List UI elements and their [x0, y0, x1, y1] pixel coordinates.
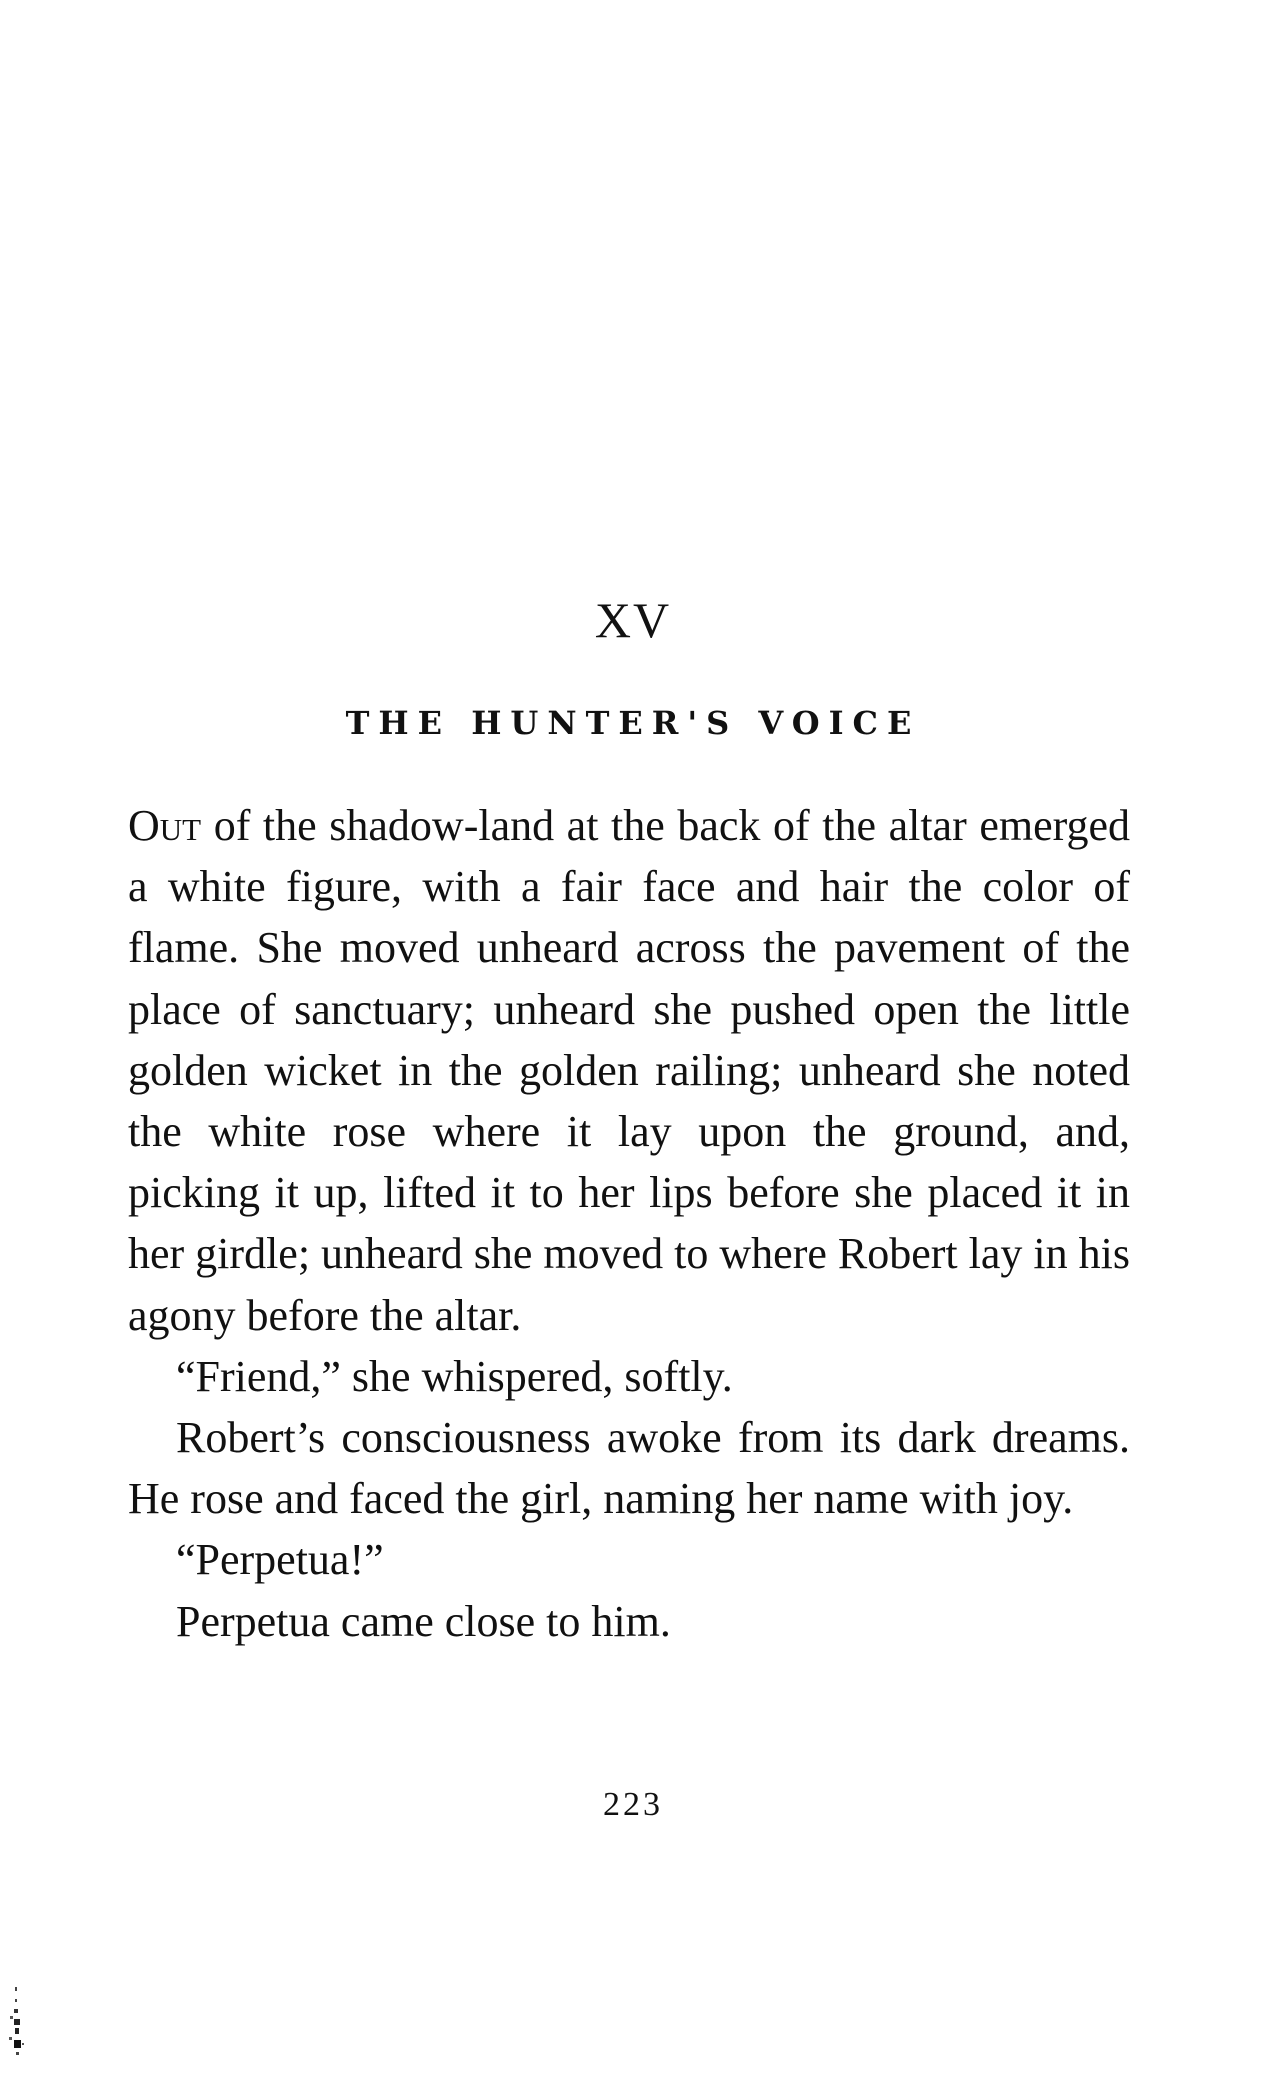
chapter-number: XV [594, 592, 672, 648]
paragraph-text: of the shadow-land at the back of the altar emerged a white figure, with a fair face and hair the color of flame. She moved unheard across the pavement of the place of sanctuary; unheard she pushed open the little golden wicket in the golden railing; unheard she noted the white rose where it lay upon the ground, and, picking it up, lifted it to her lips before she placed it in her girdle; unheard she moved to where Robert lay in his agony before the altar. [128, 801, 1130, 1340]
chapter-body [128, 795, 1130, 1652]
page-number: 223 [603, 1786, 663, 1823]
paragraph-3: Robert’s consciousness awoke from its dark dreams. He rose and faced the girl, naming her name with joy. [128, 1413, 1130, 1524]
drop-word-rest: ut [159, 801, 202, 850]
paragraph-2: “Friend,” she whispered, softly. [176, 1351, 733, 1401]
scan-edge-mark [6, 1985, 28, 2075]
chapter-title: THE HUNTER'S VOICE [345, 704, 921, 742]
drop-word-initial: O [128, 801, 160, 850]
paragraph-1 [128, 795, 1130, 1346]
paragraph-4: “Perpetua!” [176, 1535, 384, 1585]
paragraph-5: Perpetua came close to him. [176, 1596, 671, 1646]
